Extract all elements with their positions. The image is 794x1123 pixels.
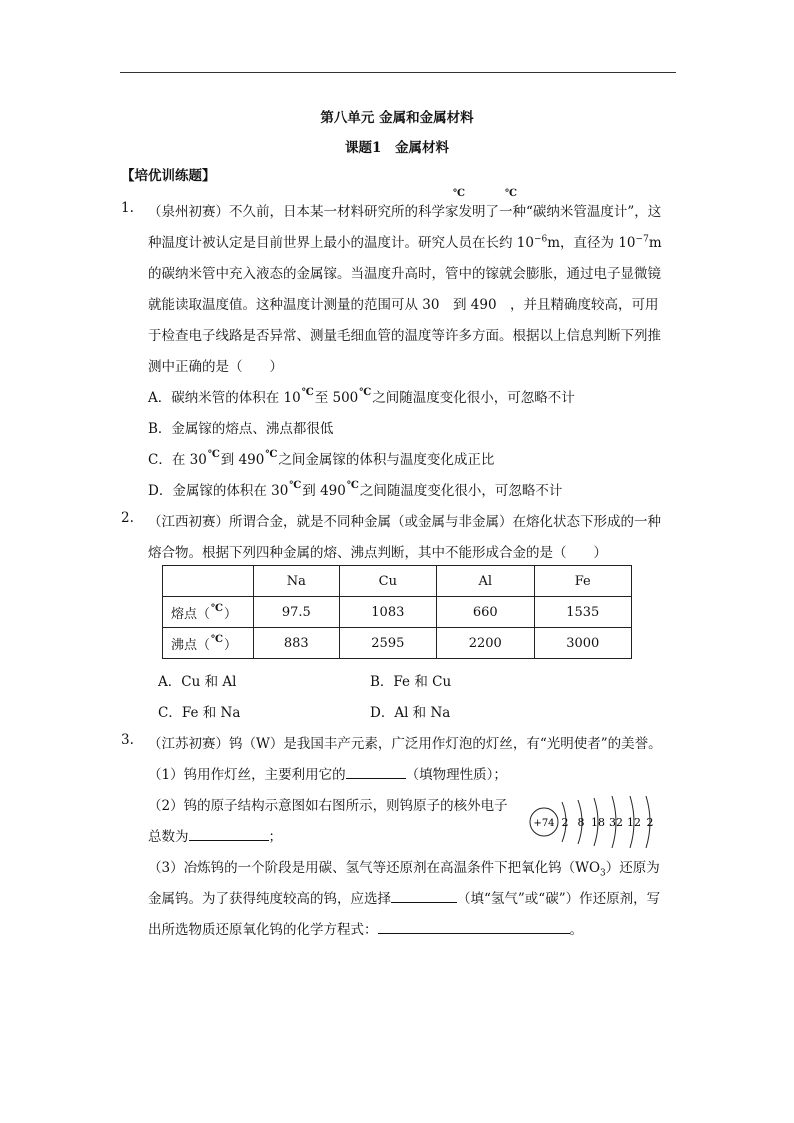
table-cell: 1083 — [339, 597, 436, 628]
q1-line-2: 种温度计被认定是目前世界上最小的温度计。研究人员在长约 $10^{-6}m$，直径为 $10^{-7}m$ — [148, 234, 662, 251]
melting-boiling-table — [162, 565, 632, 659]
q3-part3-line1: （3）冶炼钨的一个阶段是用碳、氢气等还原剂在高温条件下把氧化钨$(WO_3)$还原为 — [148, 860, 660, 879]
q3-part3-line2: 金属钨。为了获得纯度较高的钨，应选择 （填“氢气”或“碳”）作还原剂，写 — [148, 891, 661, 907]
q3-part1: （1）钨用作灯丝，主要利用它的 （填物理性质）； — [148, 767, 507, 783]
q3-part2-line2: 总数为 ； — [148, 829, 282, 845]
table-cell: 660 — [437, 597, 534, 628]
q1-deg-mark-1: ℃ — [453, 188, 465, 199]
shell-count: 2 — [561, 816, 569, 829]
q1-option-d: D．金属镓的体积在 30℃到 490℃之间随温度变化很小，可忽略不计 — [148, 480, 563, 499]
q2-option-b: B．Fe 和 Cu — [370, 674, 452, 690]
table-header-cell: Na — [254, 566, 340, 597]
unit-title: 第八单元 金属和金属材料 — [320, 110, 474, 126]
table-row — [163, 628, 632, 659]
table-row — [163, 597, 632, 628]
q1-line-6: 测中正确的是（ ） — [148, 359, 283, 375]
q1-line-4: 就能读取温度值。这种温度计测量的范围可从 30 到 490 ，并且精确度较高，可用 — [148, 297, 659, 313]
nucleus-label: +74 — [533, 818, 555, 829]
q1-number: 1. — [121, 200, 134, 216]
table-row-label: 沸点（℃） — [163, 628, 254, 659]
table-header-cell: Al — [437, 566, 534, 597]
q2-option-c: C．Fe 和 Na — [158, 705, 241, 721]
table-cell: 2200 — [437, 628, 534, 659]
q2-line-2: 熔合物。根据下列四种金属的熔、沸点判断，其中不能形成合金的是（ ） — [148, 545, 607, 561]
lesson-title: 课题1 金属材料 — [345, 140, 449, 156]
table-row-label: 熔点（℃） — [163, 597, 254, 628]
q3-number: 3. — [121, 732, 134, 748]
shell-count: 12 — [627, 816, 641, 829]
q2-option-a: A．Cu 和 Al — [158, 674, 237, 690]
q3-line-1: （江苏初赛）钨（W）是我国丰产元素，广泛用作灯泡的灯丝，有“光明使者”的美誉。 — [148, 736, 662, 752]
q2-number: 2. — [121, 510, 134, 526]
table-header-cell: Cu — [339, 566, 436, 597]
q1-line-5: 于检查电子线路是否异常、测量毛细血管的温度等许多方面。根据以上信息判断下列推 — [148, 328, 661, 344]
q3-part2-line1: （2）钨的原子结构示意图如右图所示，则钨原子的核外电子 — [148, 798, 508, 814]
table-header-row — [163, 566, 632, 597]
q3-blank-3[interactable] — [391, 889, 457, 903]
q3-blank-2[interactable] — [189, 827, 269, 841]
q1-line-1: （泉州初赛）不久前，日本某一材料研究所的科学家发明了一种“碳纳米管温度计”，这 — [148, 204, 662, 220]
q1-deg-mark-2: ℃ — [505, 188, 517, 199]
tungsten-atom-diagram — [528, 792, 678, 852]
q3-part3-line3: 出所选物质还原氧化钨的化学方程式： 。 — [148, 922, 583, 938]
q3-blank-4[interactable] — [378, 920, 570, 934]
table-corner-cell — [163, 566, 254, 597]
q2-line-1: （江西初赛）所谓合金，就是不同种金属（或金属与非金属）在熔化状态下形成的一种 — [148, 514, 661, 530]
table-cell: 883 — [254, 628, 340, 659]
shell-count: 2 — [646, 816, 654, 829]
section-label: 【培优训练题】 — [121, 168, 216, 184]
table-cell: 97.5 — [254, 597, 340, 628]
q1-option-c: C．在 30℃到 490℃之间金属镓的体积与温度变化成正比 — [148, 449, 495, 468]
q1-option-a: A．碳纳米管的体积在 10℃至 500℃之间随温度变化很小，可忽略不计 — [148, 387, 575, 406]
shell-count: 8 — [577, 816, 585, 829]
q2-option-d: D．Al 和 Na — [370, 705, 451, 721]
table-cell: 2595 — [339, 628, 436, 659]
q1-line-3: 的碳纳米管中充入液态的金属镓。当温度升高时，管中的镓就会膨胀，通过电子显微镜 — [148, 266, 661, 282]
table-cell: 3000 — [534, 628, 631, 659]
table-header-cell: Fe — [534, 566, 631, 597]
shell-count: 32 — [609, 816, 623, 829]
shell-count: 18 — [591, 816, 605, 829]
q1-option-b: B．金属镓的熔点、沸点都很低 — [148, 421, 334, 437]
header-rule — [120, 72, 676, 73]
table-cell: 1535 — [534, 597, 631, 628]
q3-blank-1[interactable] — [346, 765, 406, 779]
